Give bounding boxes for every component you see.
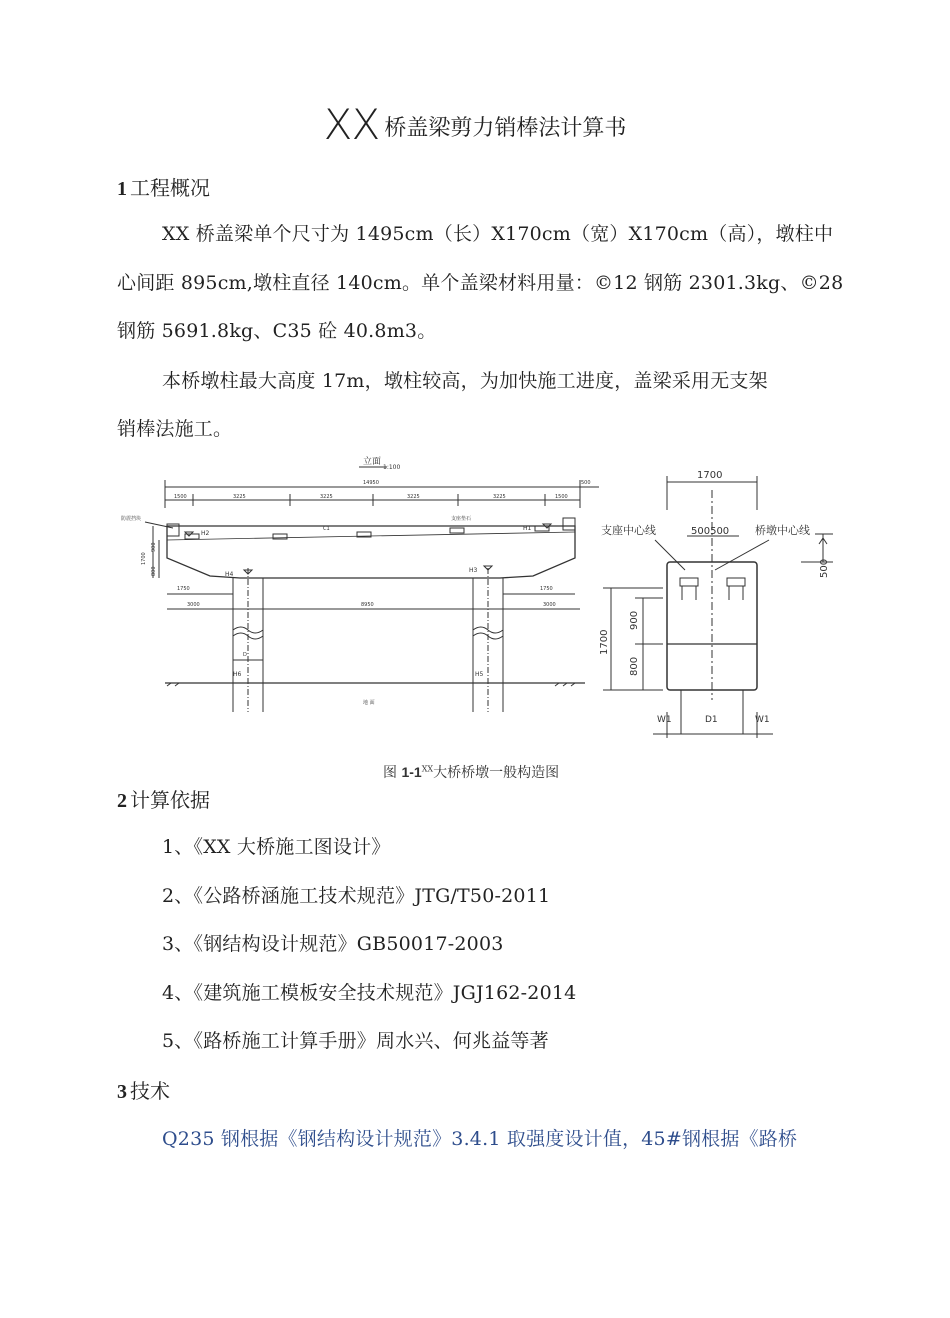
section-3-title: 技术 <box>130 1079 170 1103</box>
side-bearing-right <box>727 578 745 586</box>
side-500-dim: 500 <box>819 558 830 578</box>
side-width-dim: 1700 <box>697 470 723 481</box>
section-2-number: 2 <box>117 790 127 812</box>
side-800-dim: 800 <box>629 656 640 676</box>
seg-dim-6: 1500 <box>555 494 568 500</box>
left-offset-dim: 3000 <box>187 602 200 608</box>
title-prefix: XX <box>323 100 380 149</box>
elevation-scale: 1:100 <box>383 464 401 471</box>
seg-dim-3: 3225 <box>320 494 333 500</box>
pier-d-mark: D <box>243 652 247 658</box>
bearing-pad-4 <box>450 528 464 533</box>
title-text: 桥盖梁剪力销棒法计算书 <box>384 116 627 141</box>
ground-label: 地 面 <box>363 700 375 706</box>
bearing-pad-note: 支座垫石 <box>451 516 472 522</box>
seg-dim-5: 3225 <box>493 494 506 500</box>
para-1-line-1: XX 桥盖梁单个尺寸为 1495cm（长）X170cm（宽）X170cm（高），墩柱中 <box>162 223 834 245</box>
seg-dim-1: 1500 <box>174 494 187 500</box>
reference-item-3: 3、《钢结构设计规范》GB50017-2003 <box>162 933 504 955</box>
left-vert-800: 800 <box>151 566 157 576</box>
right-stop-block <box>563 518 575 530</box>
mark-h4: H4 <box>225 571 234 578</box>
side-900-dim: 900 <box>629 610 640 630</box>
mark-h1: H1 <box>523 525 532 532</box>
section-1-number: 1 <box>117 178 127 200</box>
left-vert-900: 900 <box>151 542 157 552</box>
left-vert-dim: 1700 <box>141 552 147 565</box>
mark-h6: H6 <box>233 671 242 678</box>
mark-h2: H2 <box>201 530 210 537</box>
reference-item-5: 5、《路桥施工计算手册》周水兴、何兆益等著 <box>162 1030 549 1052</box>
reference-item-1: 1、《XX 大桥施工图设计》 <box>162 836 391 858</box>
section-2-title: 计算依据 <box>130 788 210 812</box>
document-title <box>0 100 950 149</box>
mark-h3: H3 <box>469 567 478 574</box>
seg-dim-4: 3225 <box>407 494 420 500</box>
para-2-line-1: 本桥墩柱最大高度 17m，墩柱较高，为加快施工进度，盖梁采用无支架 <box>162 370 768 392</box>
caption-sup: XX <box>421 764 434 774</box>
side-gap-dim: 500500 <box>691 526 730 537</box>
side-1700-dim: 1700 <box>599 629 610 655</box>
anti-shock-note: 防震挡块 <box>121 516 142 522</box>
caption-prefix: 图 <box>383 765 397 781</box>
figure-caption <box>383 762 559 782</box>
side-d1: D1 <box>705 715 718 725</box>
section-3-heading <box>117 1075 170 1104</box>
para-1-line-2: 心间距 895cm,墩柱直径 140cm。单个盖梁材料用量：©12 钢筋 2301.3kg、©28 <box>117 272 844 294</box>
section-3-number: 3 <box>117 1081 127 1103</box>
para-1-line-3: 钢筋 5691.8kg、C35 砼 40.8m3。 <box>117 320 437 342</box>
caption-text: 大桥桥墩一般构造图 <box>433 765 560 781</box>
dim-1750-right: 1750 <box>540 586 553 592</box>
para-3-line-1: Q235 钢根据《钢结构设计规范》3.4.1 取强度设计值，45#钢根据《路桥 <box>162 1128 798 1150</box>
section-2-heading <box>117 784 210 813</box>
side-bearing-left <box>680 578 698 586</box>
side-w1-right: W1 <box>755 715 770 725</box>
right-offset-dim: 3000 <box>543 602 556 608</box>
total-dim-text: 14950 <box>363 480 379 486</box>
caption-number: 1-1 <box>401 764 422 780</box>
reference-item-4: 4、《建筑施工模板安全技术规范》JGJ162-2014 <box>162 982 577 1004</box>
pier-span-dim: 8950 <box>361 602 374 608</box>
dim-1750-left: 1750 <box>177 586 190 592</box>
section-1-title: 工程概况 <box>130 176 210 200</box>
seg-dim-2: 3225 <box>233 494 246 500</box>
elevation-title: 立面 <box>363 457 382 467</box>
mark-h5: H5 <box>475 671 484 678</box>
side-w1-left: W1 <box>657 715 672 725</box>
pier-drawing <box>115 450 850 750</box>
reference-item-2: 2、《公路桥涵施工技术规范》JTG/T50-2011 <box>162 885 551 907</box>
pier-centerline-label: 桥墩中心线 <box>755 524 810 537</box>
section-1-heading <box>117 172 210 201</box>
support-centerline-label: 支座中心线 <box>601 524 656 537</box>
para-2-line-2: 销棒法施工。 <box>117 418 233 440</box>
right-end-dim: 500 <box>581 480 591 486</box>
mark-c1: C1 <box>323 526 330 532</box>
